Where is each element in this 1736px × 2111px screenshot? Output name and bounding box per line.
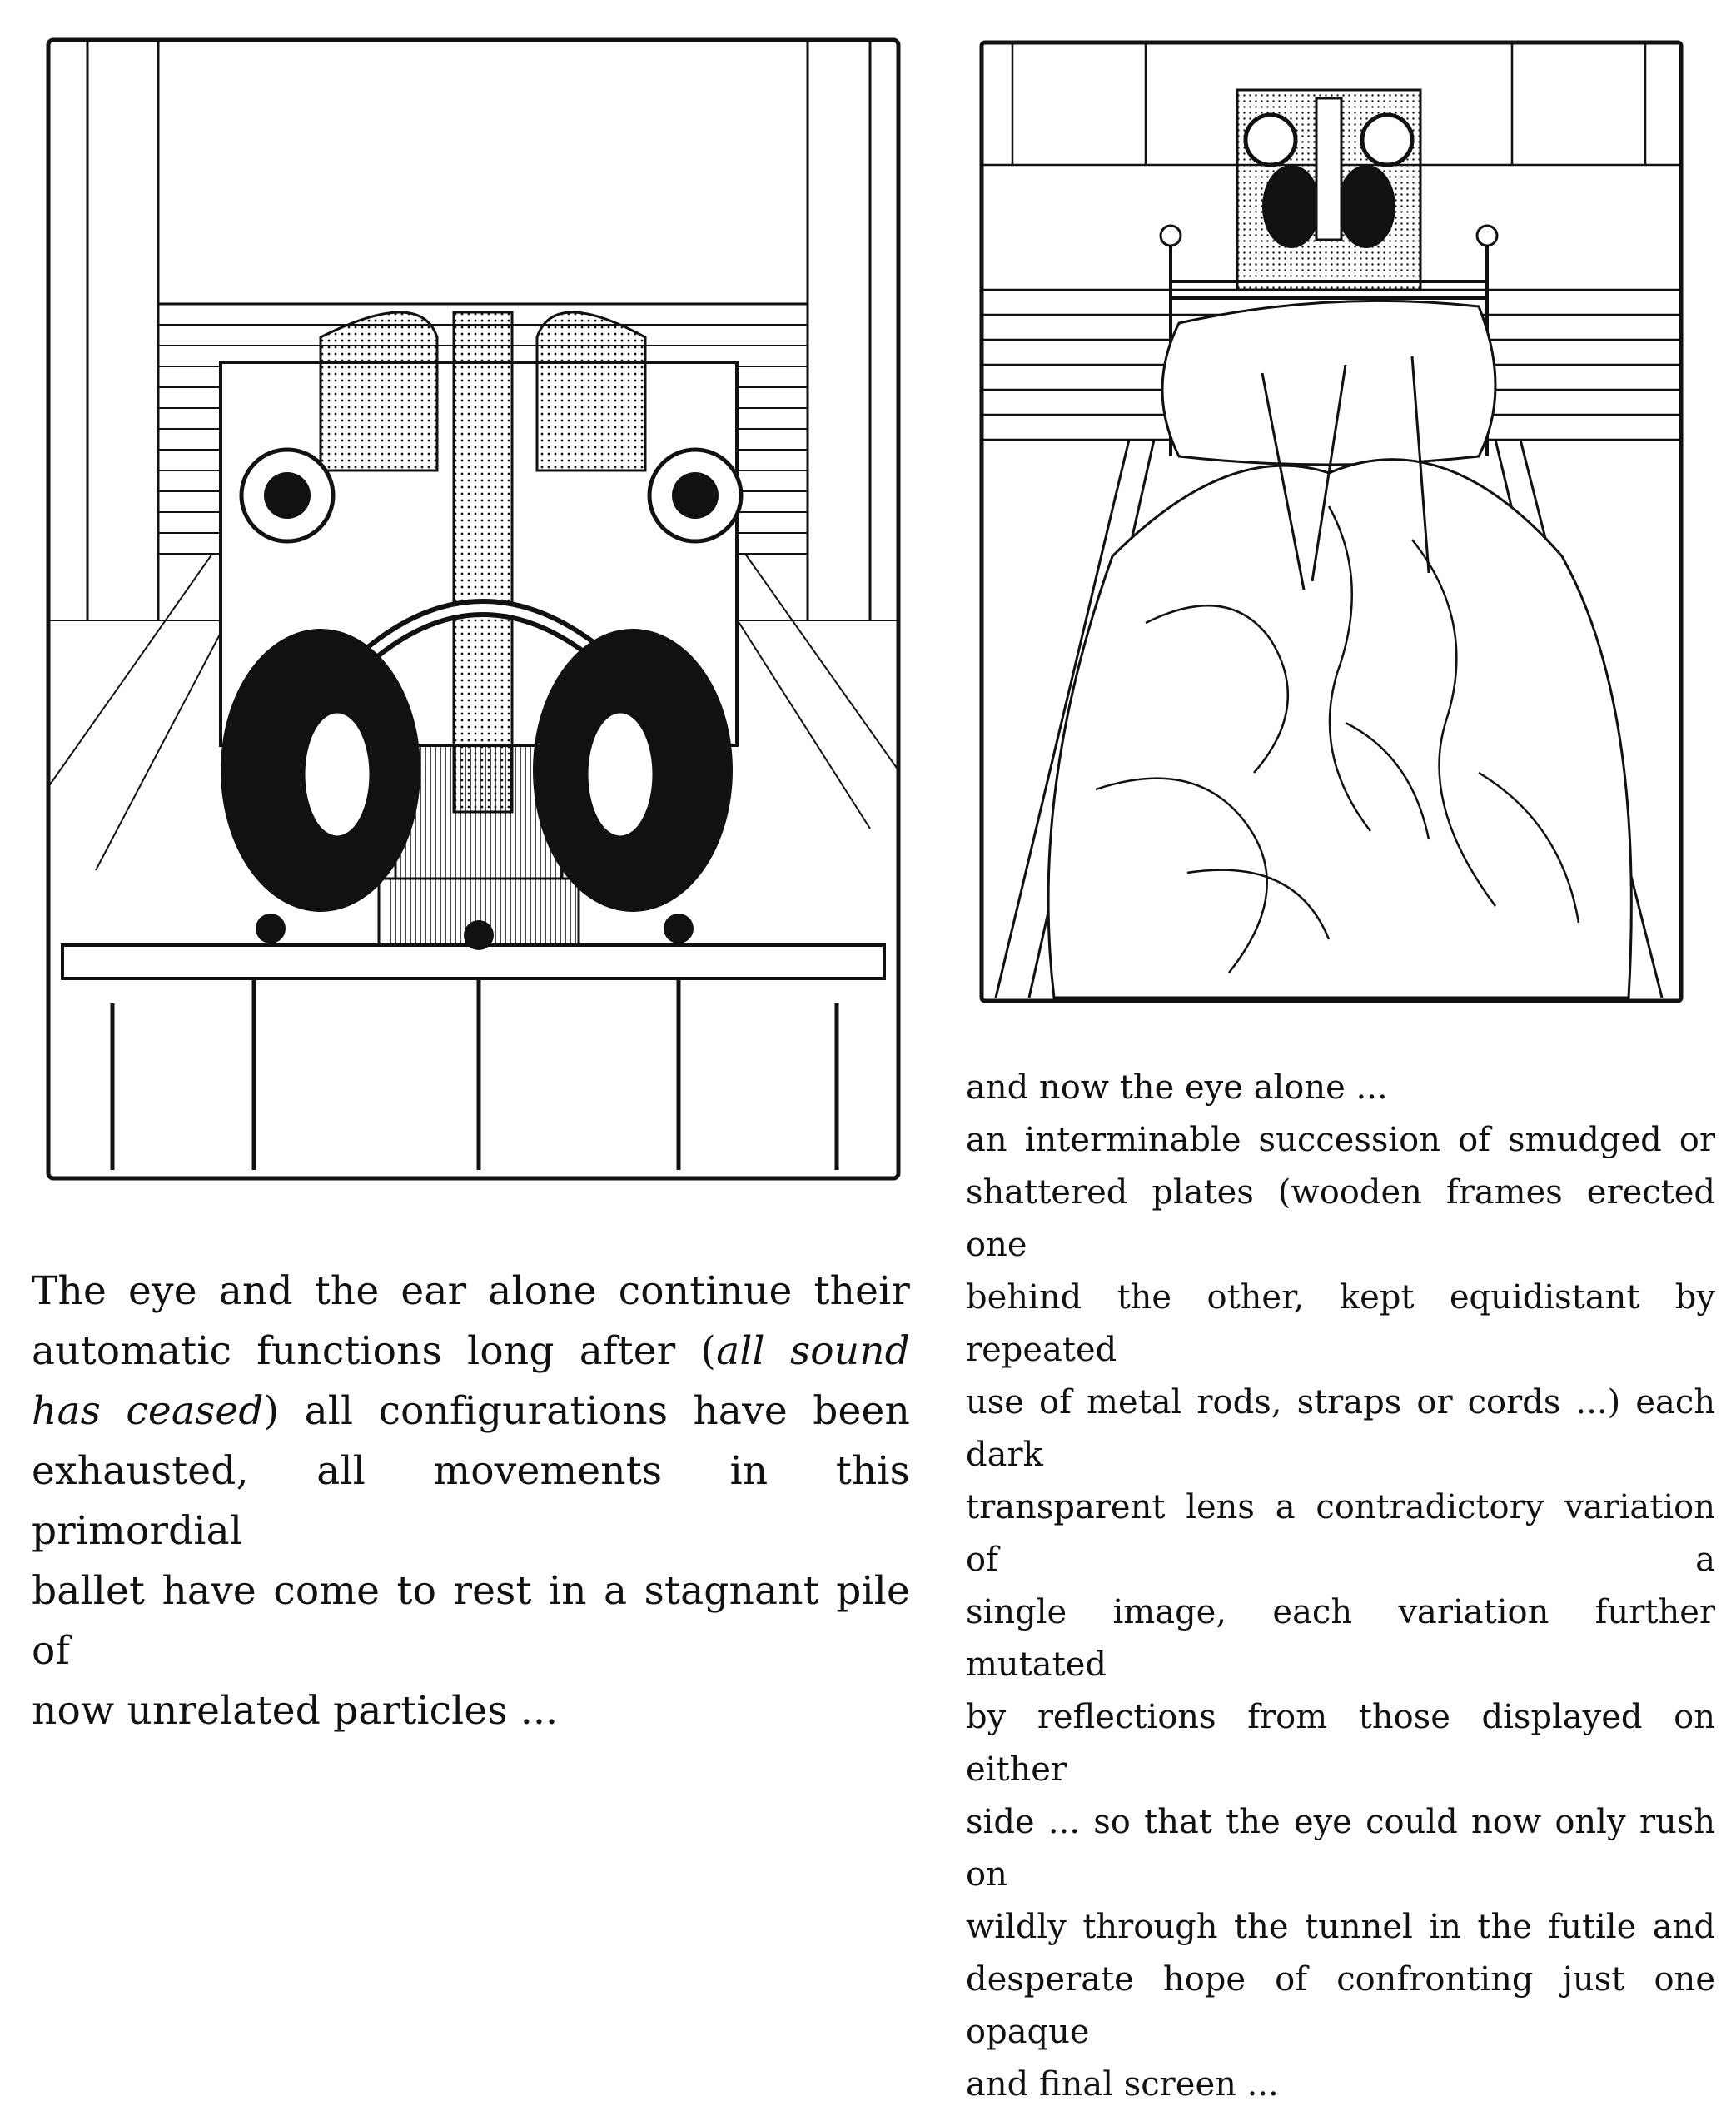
left-caption-line: has ceased) all configurations have been: [32, 1388, 911, 1434]
left-caption-line: exhausted, all movements in this primordial: [32, 1448, 910, 1554]
left-illustration: [46, 37, 901, 1181]
right-caption-line: by reflections from those displayed on either: [966, 1698, 1715, 1789]
left-caption-line: The eye and the ear alone continue their: [32, 1268, 910, 1314]
right-caption-line: wildly through the tunnel in the futile and: [966, 1908, 1715, 1946]
right-caption-line: side ... so that the eye could now only rush on: [966, 1803, 1715, 1894]
right-caption-line: and final screen ...: [966, 2065, 1279, 2104]
right-illustration: [979, 40, 1684, 1003]
left-caption: [32, 1262, 910, 1741]
eye-ear-machine-drawing: [46, 37, 901, 1181]
right-caption-line: use of metal rods, straps or cords ...) each dark: [966, 1383, 1715, 1474]
right-caption-line: behind the other, kept equidistant by repeated: [966, 1278, 1715, 1369]
left-caption-line: now unrelated particles ...: [32, 1688, 559, 1734]
right-caption: [966, 1062, 1715, 2111]
left-caption-line: ballet have come to rest in a stagnant pile of: [32, 1568, 910, 1674]
right-caption-line: and now the eye alone ...: [966, 1068, 1388, 1107]
right-caption-line: transparent lens a contradictory variation of a: [966, 1488, 1715, 1579]
left-caption-line: automatic functions long after (all sound: [32, 1328, 910, 1374]
right-caption-line: an interminable succession of smudged or: [966, 1121, 1715, 1159]
bed-sheets-drawing: [979, 40, 1684, 1003]
right-caption-line: single image, each variation further mutated: [966, 1593, 1715, 1684]
right-caption-line: shattered plates (wooden frames erected one: [966, 1173, 1715, 1264]
right-caption-line: desperate hope of confronting just one opaque: [966, 1960, 1715, 2051]
